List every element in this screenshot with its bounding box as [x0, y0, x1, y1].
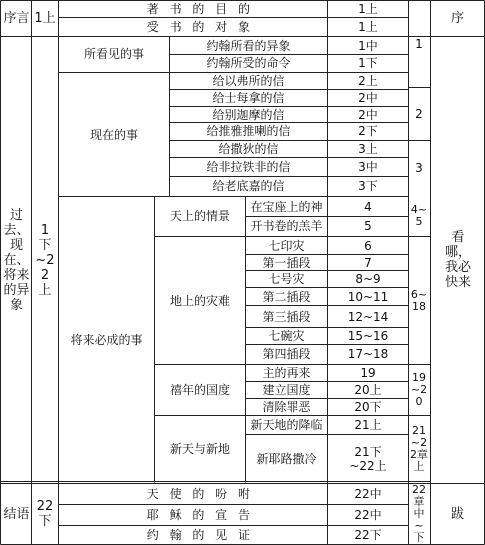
tail-preface: 序 [450, 10, 464, 26]
row-ref: 3下 [358, 179, 378, 193]
range-heaven: 4~5 [410, 203, 428, 228]
row-ref: 22中 [354, 508, 382, 522]
row-title: 七号灾 [268, 272, 305, 286]
range-millennium: 19~20 [410, 371, 428, 408]
range-new-world: 21~22章上 [410, 424, 428, 473]
section-span-preface: 1上 [34, 10, 56, 26]
row-title: 著书的目的 [146, 2, 261, 16]
row-ref: 20上 [354, 383, 382, 397]
row-ref: 19 [360, 366, 376, 380]
row-ref: 3上 [358, 142, 378, 156]
row-ref: 21下~22上 [349, 444, 387, 473]
group-label-earth: 地上的灾难 [169, 293, 230, 308]
section-label-preface: 序言 [3, 10, 30, 26]
row-title: 第二插段 [262, 289, 311, 304]
row-ref: 21上 [354, 418, 382, 432]
row-ref: 4 [364, 199, 372, 214]
row-title: 清除罪恶 [262, 400, 311, 414]
row-ref: 1中 [358, 38, 378, 53]
section-label-conclusion: 结语 [3, 506, 30, 522]
row-ref: 10~11 [347, 289, 389, 304]
subsection-label-future: 将来必成的事 [70, 332, 143, 347]
row-title: 给士每拿的信 [212, 91, 285, 105]
row-title: 开书卷的羔羊 [250, 219, 323, 233]
row-title: 给老底嘉的信 [212, 179, 285, 193]
row-title: 给非拉铁非的信 [206, 160, 291, 174]
row-title: 在宝座上的神 [250, 199, 323, 214]
row-title: 给别迦摩的信 [212, 107, 285, 122]
row-title: 第四插段 [262, 347, 311, 361]
subsection-label-seen: 所看见的事 [83, 47, 144, 61]
row-title: 建立国度 [262, 383, 311, 397]
section-span-visions: 1下~22上 [35, 222, 55, 298]
row-title: 七碗灾 [268, 329, 305, 343]
row-ref: 2中 [358, 91, 378, 105]
row-title: 约翰的见证 [146, 528, 261, 542]
group-label-millennium: 禧年的国度 [169, 383, 230, 397]
row-title: 新耶路撒冷 [256, 451, 317, 466]
row-title: 七印灾 [268, 238, 305, 253]
row-ref: 15~16 [347, 329, 389, 343]
section-label-visions: 过去、现在、将来的异象 [3, 207, 30, 313]
range-earth: 6~18 [410, 287, 428, 313]
chapter-1: 1 [415, 37, 423, 51]
row-ref: 2上 [358, 74, 378, 88]
row-ref: 8~9 [355, 272, 381, 286]
tail-visions: 看哪，我必快来 [445, 229, 472, 290]
row-title: 主的再来 [262, 366, 311, 380]
row-ref: 5 [364, 219, 372, 233]
row-ref: 12~14 [347, 309, 389, 324]
row-ref: 17~18 [347, 347, 389, 361]
row-title: 受书的对象 [146, 19, 261, 34]
row-ref: 22中 [354, 487, 382, 501]
row-title: 新天地的降临 [250, 418, 323, 432]
row-title: 约翰所看的异象 [206, 38, 291, 53]
row-title: 给撒狄的信 [218, 142, 279, 156]
row-ref: 1上 [358, 2, 378, 16]
tail-conclusion: 跋 [450, 506, 464, 522]
chapter-2: 2 [415, 107, 423, 121]
row-title: 第一插段 [262, 255, 311, 270]
row-title: 天使的吩咐 [146, 487, 261, 501]
row-ref: 2中 [358, 107, 378, 122]
row-ref: 1上 [358, 19, 378, 34]
group-label-new-world: 新天与新地 [169, 442, 230, 456]
row-ref: 20下 [354, 400, 382, 414]
chapter-3: 3 [415, 161, 423, 175]
row-title: 约翰所受的命令 [206, 56, 291, 70]
row-ref: 22下 [354, 528, 382, 542]
row-title: 耶稣的宣告 [146, 508, 261, 522]
row-ref: 1下 [358, 56, 378, 70]
row-title: 第三插段 [262, 309, 311, 324]
row-title: 给以弗所的信 [212, 74, 285, 88]
row-ref: 3中 [358, 160, 378, 174]
row-ref: 7 [364, 255, 372, 270]
row-title: 给推雅推喇的信 [206, 124, 291, 138]
row-ref: 6 [364, 238, 372, 253]
row-ref: 2下 [358, 124, 378, 138]
section-span-conclusion: 22下 [36, 499, 54, 529]
range-conclusion: 22章中~下 [412, 483, 426, 544]
subsection-label-now: 现在的事 [89, 127, 138, 142]
group-label-heaven: 天上的情景 [169, 209, 230, 223]
